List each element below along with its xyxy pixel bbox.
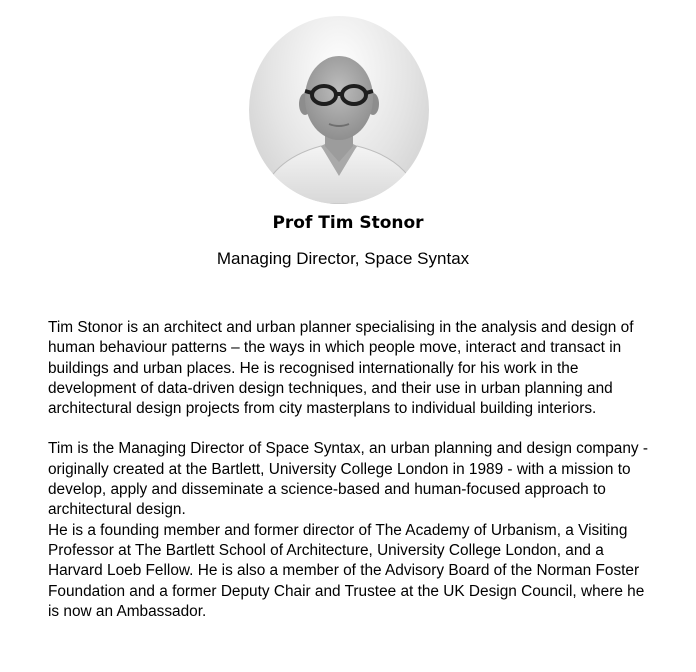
- bio-paragraph: Tim Stonor is an architect and urban planner specialising in the analysis and design of human behaviour patterns – the ways in which people move, interact and transact in buildings and urban places. He is recognised internationally for his work in the development of data-driven design techniques, and their use in urban planning and architectural design projects from city masterplans to individual building interiors.: [48, 319, 634, 418]
- biography: [48, 318, 652, 622]
- bio-paragraph: He is a founding member and former director of The Academy of Urbanism, a Visiting Professor at The Bartlett School of Architecture, University College London, and a Harvard Loeb Fellow. He is also a member of the Advisory Board of the Norman Foster Foundation and a former Deputy Chair and Trustee at the UK Design Council, where he is now an Ambassador.: [48, 521, 645, 620]
- profile-role: Managing Director, Space Syntax: [216, 249, 470, 268]
- person-silhouette: [249, 16, 429, 204]
- profile-name: Prof Tim Stonor: [272, 213, 424, 233]
- profile-photo: [249, 16, 429, 204]
- bio-paragraph: Tim is the Managing Director of Space Syntax, an urban planning and design company - originally created at the Bartlett, University College London in 1989 - with a mission to develop, apply and disseminate a science-based and human-focused approach to architectural design.: [48, 440, 649, 519]
